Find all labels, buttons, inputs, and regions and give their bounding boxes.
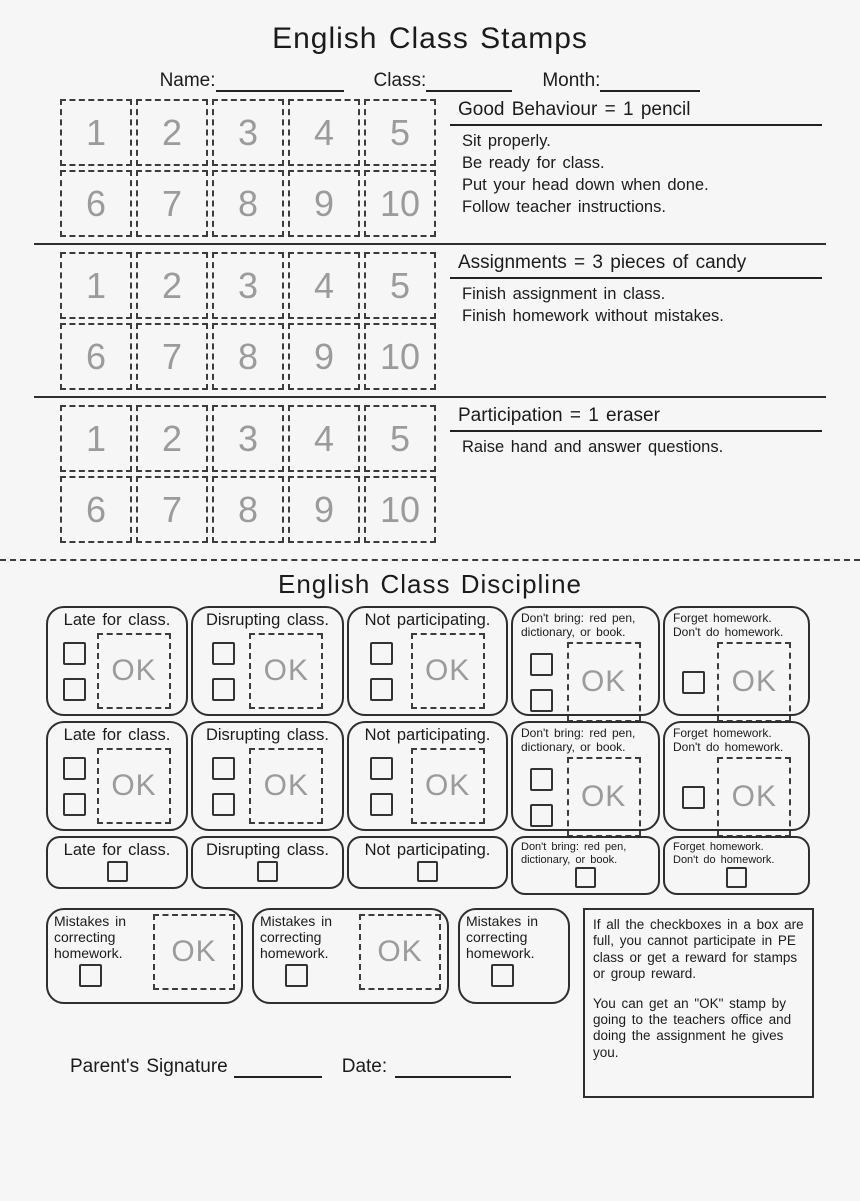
stamp-cell: 4 xyxy=(288,405,360,472)
rules-heading: Good Behaviour = 1 pencil xyxy=(450,99,822,126)
ok-stamp-area xyxy=(153,914,235,990)
month-label: Month: xyxy=(542,70,601,91)
discipline-box-label: Don't bring: red pen, dictionary, or book. xyxy=(521,611,636,640)
discipline-box-not-participating xyxy=(347,836,508,889)
checkbox[interactable] xyxy=(285,964,308,987)
checkbox[interactable] xyxy=(63,793,86,816)
page-title: English Class Stamps xyxy=(272,22,588,55)
stamp-cell: 6 xyxy=(60,476,132,543)
stamp-grid xyxy=(60,252,436,390)
checkbox[interactable] xyxy=(682,786,705,809)
discipline-box-label: Not participating. xyxy=(364,841,491,859)
stamp-cell: 5 xyxy=(364,99,436,166)
discipline-box-disrupting xyxy=(191,836,344,889)
discipline-box-forget-homework xyxy=(663,721,810,831)
stamp-cell: 5 xyxy=(364,252,436,319)
page-dashed-divider xyxy=(0,559,860,561)
ok-stamp-area xyxy=(567,757,641,837)
stamp-cell: 7 xyxy=(136,170,208,237)
mistakes-box-label: Mistakes in correcting homework. xyxy=(466,913,539,961)
class-label: Class: xyxy=(373,70,427,91)
discipline-box-late xyxy=(46,836,188,889)
stamp-cell: 10 xyxy=(364,170,436,237)
stamp-cell: 2 xyxy=(136,99,208,166)
discipline-box-label: Late for class. xyxy=(63,841,171,859)
notes-paragraph: If all the checkboxes in a box are full, you cannot participate in PE class or get a reward for stamps or group reward. xyxy=(593,917,804,981)
stamp-cell: 4 xyxy=(288,252,360,319)
ok-stamp-area xyxy=(359,914,441,990)
ok-label: OK xyxy=(111,654,157,687)
ok-label: OK xyxy=(263,769,309,802)
discipline-box-late xyxy=(46,606,188,716)
discipline-box-label: Not participating. xyxy=(364,726,491,744)
name-field-line xyxy=(216,74,344,92)
checkbox[interactable] xyxy=(417,861,438,882)
stamp-section-assignments xyxy=(30,245,830,396)
discipline-box-label: Disrupting class. xyxy=(205,726,330,744)
discipline-box-label: Late for class. xyxy=(63,726,171,744)
ok-label: OK xyxy=(111,769,157,802)
checkbox[interactable] xyxy=(63,757,86,780)
checkbox[interactable] xyxy=(491,964,514,987)
ok-label: OK xyxy=(377,935,423,969)
checkbox[interactable] xyxy=(370,678,393,701)
rules-panel xyxy=(450,99,822,237)
checkbox[interactable] xyxy=(726,867,747,888)
header-fields xyxy=(30,70,830,92)
discipline-box-forget-homework xyxy=(663,606,810,716)
signature-row xyxy=(70,1056,570,1078)
rules-heading: Assignments = 3 pieces of candy xyxy=(450,252,822,279)
rule-line: Finish assignment in class. xyxy=(462,285,666,303)
stamp-cell: 7 xyxy=(136,323,208,390)
discipline-box-label: Don't bring: red pen, dictionary, or book. xyxy=(521,841,627,866)
class-field xyxy=(374,70,513,92)
stamp-cell: 9 xyxy=(288,170,360,237)
checkbox[interactable] xyxy=(212,642,235,665)
discipline-title: English Class Discipline xyxy=(278,569,582,599)
stamp-cell: 9 xyxy=(288,476,360,543)
signature-line xyxy=(234,1060,322,1078)
rules-panel xyxy=(450,405,822,543)
rule-line: Put your head down when done. xyxy=(462,176,709,195)
checkbox[interactable] xyxy=(257,861,278,882)
stamp-cell: 3 xyxy=(212,405,284,472)
discipline-box-label: Forget homework. Don't do homework. xyxy=(673,841,775,866)
rule-line: Finish homework without mistakes. xyxy=(462,307,724,326)
discipline-box-disrupting xyxy=(191,721,344,831)
stamp-cell: 8 xyxy=(212,170,284,237)
ok-stamp-area xyxy=(567,642,641,722)
stamp-cell: 7 xyxy=(136,476,208,543)
month-field-line xyxy=(600,74,700,92)
stamp-cell: 5 xyxy=(364,405,436,472)
ok-label: OK xyxy=(171,935,217,969)
checkbox[interactable] xyxy=(370,793,393,816)
discipline-box-label: Disrupting class. xyxy=(205,611,330,629)
rule-line: Raise hand and answer questions. xyxy=(462,438,724,456)
ok-label: OK xyxy=(580,780,627,814)
discipline-box-dont-bring xyxy=(511,836,660,895)
discipline-box-dont-bring xyxy=(511,606,660,716)
stamp-cell: 9 xyxy=(288,323,360,390)
rule-line: Sit properly. xyxy=(462,132,551,150)
discipline-box-not-participating xyxy=(347,606,508,716)
discipline-box-not-participating xyxy=(347,721,508,831)
checkbox[interactable] xyxy=(530,653,553,676)
checkbox[interactable] xyxy=(63,678,86,701)
discipline-box-label: Forget homework. Don't do homework. xyxy=(673,611,784,640)
discipline-row-3 xyxy=(46,836,814,895)
notes-paragraph: You can get an "OK" stamp by going to the teachers office and doing the assignment he gives you. xyxy=(593,996,792,1060)
discipline-box-disrupting xyxy=(191,606,344,716)
discipline-box-label: Forget homework. Don't do homework. xyxy=(673,726,784,755)
checkbox[interactable] xyxy=(79,964,102,987)
name-field xyxy=(160,70,344,92)
stamp-section-participation xyxy=(30,398,830,549)
mistakes-box xyxy=(46,908,243,1004)
rules-panel xyxy=(450,252,822,390)
ok-label: OK xyxy=(424,654,471,687)
stamp-cell: 1 xyxy=(60,99,132,166)
ok-label: OK xyxy=(731,665,777,699)
checkbox[interactable] xyxy=(575,867,596,888)
ok-label: OK xyxy=(263,654,309,687)
date-label: Date: xyxy=(341,1056,388,1078)
checkbox[interactable] xyxy=(530,768,553,791)
checkbox[interactable] xyxy=(212,678,235,701)
checkbox[interactable] xyxy=(530,804,553,827)
signature-label: Parent's Signature xyxy=(70,1056,228,1078)
checkbox[interactable] xyxy=(107,861,128,882)
checkbox[interactable] xyxy=(63,642,86,665)
ok-label: OK xyxy=(580,665,627,699)
stamp-cell: 8 xyxy=(212,476,284,543)
class-field-line xyxy=(426,74,512,92)
checkbox[interactable] xyxy=(212,793,235,816)
mistakes-box xyxy=(252,908,449,1004)
rules-list xyxy=(450,130,822,218)
bottom-area xyxy=(46,908,814,1098)
ok-stamp-area xyxy=(249,633,323,709)
stamp-cell: 6 xyxy=(60,323,132,390)
stamp-section-good-behaviour xyxy=(30,92,830,243)
discipline-box-label: Don't bring: red pen, dictionary, or book. xyxy=(521,726,636,755)
discipline-box-label: Late for class. xyxy=(63,611,171,629)
ok-stamp-area xyxy=(97,633,171,709)
stamp-cell: 10 xyxy=(364,476,436,543)
date-line xyxy=(395,1060,511,1078)
mistakes-box-label: Mistakes in correcting homework. xyxy=(54,913,127,961)
ok-stamp-area xyxy=(411,633,485,709)
checkbox[interactable] xyxy=(370,757,393,780)
rule-line: Be ready for class. xyxy=(462,154,605,173)
stamp-cell: 1 xyxy=(60,405,132,472)
discipline-box-late xyxy=(46,721,188,831)
stamp-cell: 2 xyxy=(136,252,208,319)
stamp-cell: 10 xyxy=(364,323,436,390)
checkbox[interactable] xyxy=(370,642,393,665)
mistakes-row xyxy=(46,908,570,1004)
notes-box xyxy=(583,908,814,1098)
discipline-box-dont-bring xyxy=(511,721,660,831)
stamp-cell: 3 xyxy=(212,99,284,166)
rules-heading: Participation = 1 eraser xyxy=(450,405,822,432)
checkbox[interactable] xyxy=(682,671,705,694)
stamp-grid xyxy=(60,405,436,543)
mistakes-box xyxy=(458,908,570,1004)
rule-line: Follow teacher instructions. xyxy=(462,198,666,217)
rules-list xyxy=(450,283,822,327)
ok-stamp-area xyxy=(717,757,791,837)
discipline-box-forget-homework xyxy=(663,836,810,895)
stamp-cell: 3 xyxy=(212,252,284,319)
stamp-cell: 1 xyxy=(60,252,132,319)
ok-stamp-area xyxy=(97,748,171,824)
stamp-grid xyxy=(60,99,436,237)
discipline-box-label: Not participating. xyxy=(364,611,491,629)
ok-label: OK xyxy=(424,769,471,802)
month-field xyxy=(542,70,700,92)
stamp-cell: 4 xyxy=(288,99,360,166)
discipline-box-label: Disrupting class. xyxy=(205,841,330,859)
name-label: Name: xyxy=(159,70,216,91)
rules-list xyxy=(450,436,822,458)
discipline-row-1 xyxy=(46,606,814,716)
discipline-row-2 xyxy=(46,721,814,831)
stamp-cell: 6 xyxy=(60,170,132,237)
ok-stamp-area xyxy=(717,642,791,722)
ok-label: OK xyxy=(731,780,777,814)
ok-stamp-area xyxy=(249,748,323,824)
stamp-cell: 8 xyxy=(212,323,284,390)
ok-stamp-area xyxy=(411,748,485,824)
checkbox[interactable] xyxy=(212,757,235,780)
checkbox[interactable] xyxy=(530,689,553,712)
stamp-cell: 2 xyxy=(136,405,208,472)
mistakes-box-label: Mistakes in correcting homework. xyxy=(260,913,333,961)
